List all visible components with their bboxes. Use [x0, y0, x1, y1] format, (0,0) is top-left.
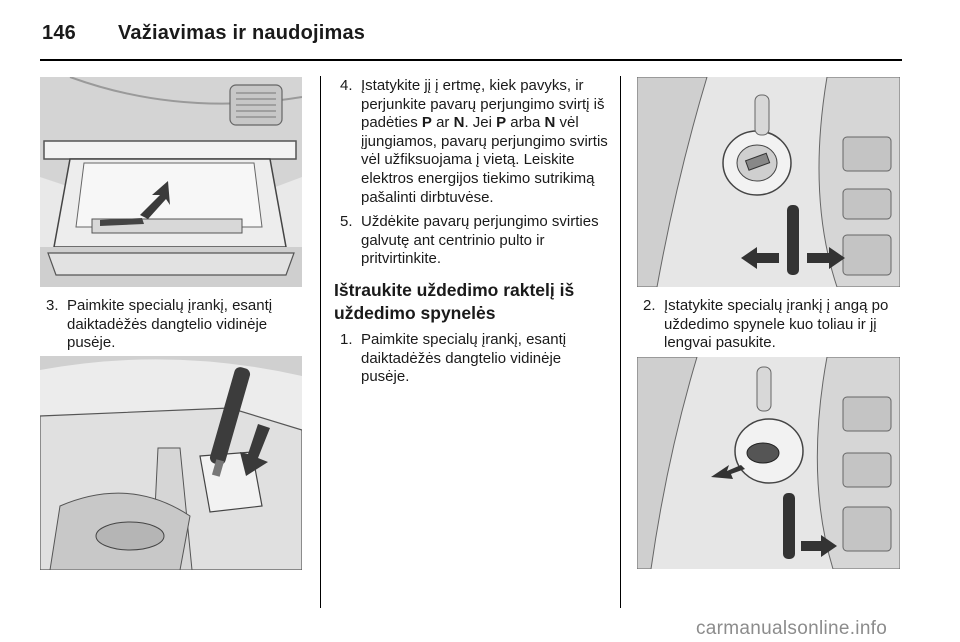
- step-text: . Jei: [464, 114, 497, 132]
- step-text: arba: [506, 114, 545, 132]
- step-number: 1.: [340, 330, 353, 348]
- figure-ignition-shifter: [637, 77, 900, 287]
- left-column-text: [46, 297, 308, 353]
- step-4: [340, 77, 610, 207]
- step-number: 4.: [340, 77, 353, 94]
- step-number: 5.: [340, 213, 353, 231]
- header-rule: [40, 59, 902, 61]
- step-1: [340, 331, 610, 387]
- step-text: ar: [431, 114, 454, 132]
- step-text: Uždėkite pavarų perjungimo svirties galvutę ant centrinio pulto ir pritvirtinkite.: [361, 213, 599, 268]
- step-text: Paimkite specialų įrankį, esantį daiktadėžės dangtelio vidinėje pusėje.: [361, 330, 567, 386]
- step-number: 2.: [643, 297, 656, 314]
- gear-p: P: [496, 114, 507, 132]
- page-title: Važiavimas ir naudojimas: [118, 22, 366, 44]
- step-text: vėl įjungiamos, pavarų perjungimo svirtis vėl užfiksuojama į vietą. Leiskite elektros energijos tiekimo sutrikimą pašalinti dirbtuvėse.: [361, 114, 608, 206]
- watermark[interactable]: carmanualsonline.info: [696, 618, 888, 639]
- gear-n: N: [544, 114, 556, 132]
- figure-key-removal: [637, 357, 900, 569]
- step-3: [46, 297, 308, 353]
- figure-glovebox: [40, 77, 302, 287]
- figure-tool-console: [40, 356, 302, 570]
- middle-column-text: [334, 77, 610, 387]
- step-text: Įstatykite jį į ertmę, kiek pavyks, ir perjunkite pavarų perjungimo svirtį iš padėties: [361, 77, 605, 132]
- gear-p: P: [421, 114, 432, 132]
- step-number: 3.: [46, 297, 59, 314]
- right-column-text: [643, 297, 903, 353]
- page-header: [42, 22, 365, 46]
- page-number: 146: [42, 22, 76, 44]
- step-text: Įstatykite specialų įrankį į angą po uždedimo spynele kuo toliau ir jį lengvai pasukite.: [664, 297, 889, 352]
- column-divider-right: [620, 76, 621, 608]
- step-text: Paimkite specialų įrankį, esantį daiktadėžės dangtelio vidinėje pusėje.: [67, 297, 273, 352]
- section-heading: Ištraukite uždedimo raktelį iš uždedimo spynelės: [334, 279, 575, 323]
- step-5: [340, 213, 610, 269]
- gear-n: N: [453, 114, 465, 132]
- column-divider-left: [320, 76, 321, 608]
- step-2: [643, 297, 903, 353]
